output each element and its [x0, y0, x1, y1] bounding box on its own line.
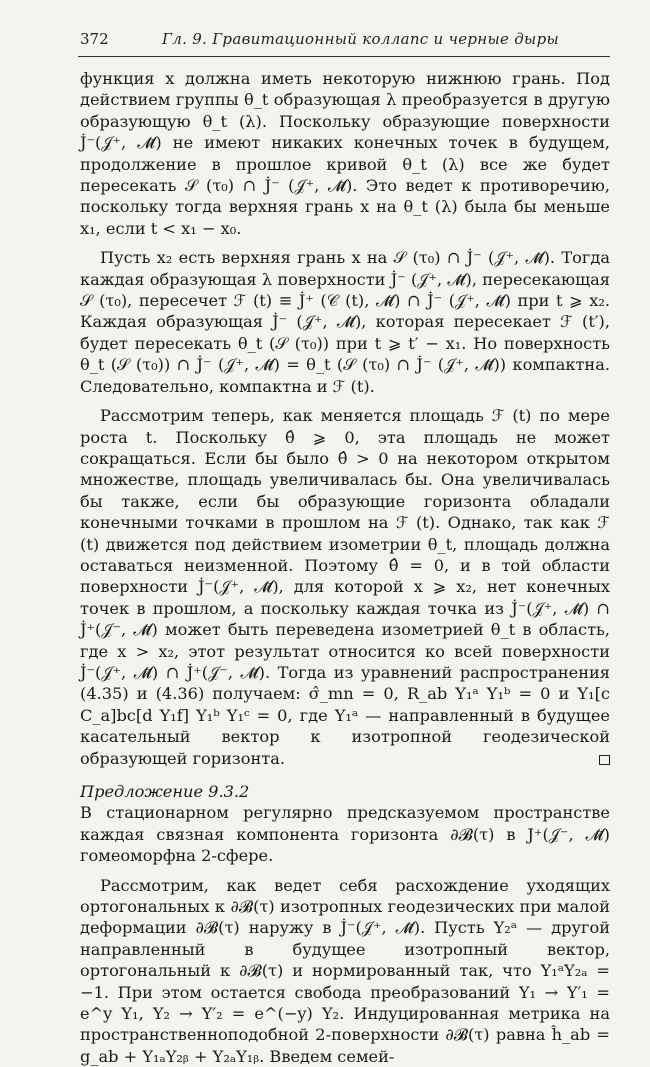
header-rule: [78, 56, 610, 57]
proposition-text: В стационарном регулярно предсказуемом пространстве каждая связная компонента горизонта ∂𝓑(τ) в J⁺(𝒥⁻, 𝓜̄) гомеоморфна 2-сфере.: [80, 803, 610, 866]
paragraph-3: [80, 405, 610, 769]
paragraph-2: Пусть x₂ есть верхняя грань x на 𝒮 (τ₀) ∩ J̇⁻ (𝒥⁺, 𝓜̄). Тогда каждая образующая λ поверхности J̇⁻ (𝒥⁺, 𝓜̄), пересекающая 𝒮 (τ₀), пересечет ℱ (t) ≡ J̇⁺ (𝒞 (t), 𝓜̄) ∩ J̇⁻ (𝒥⁺, 𝓜̄) при t ⩾ x₂. Каждая образующая J̇⁻ (𝒥⁺, 𝓜̄), которая пересекает ℱ (t′), будет пересекать θ_t (𝒮 (τ₀)) при t ⩾ t′ − x₁. Но поверхность θ_t (𝒮 (τ₀)) ∩ J̇⁻ (𝒥⁺, 𝓜̄) = θ_t (𝒮 (τ₀) ∩ J̇⁻ (𝒥⁺, 𝓜̄)) компактна. Следовательно, компактна и ℱ (t).: [80, 248, 610, 396]
end-of-proof-icon: [599, 755, 610, 765]
proposition-title: Предложение 9.3.2: [80, 782, 250, 801]
paragraph-final: Рассмотрим, как ведет себя расхождение уходящих ортогональных к ∂𝓑(τ) изотропных геодезических при малой деформации ∂𝓑(τ) наружу в J̇⁻(𝒥⁺, 𝓜̄). Пусть Y₂ᵃ — другой направленный в будущее изотропный вектор, ортогональный к ∂𝓑(τ) и нормированный так, что Y₁ᵃY₂ₐ = −1. При этом остается свобода преобразований Y₁ → Y′₁ = e^y Y₁, Y₂ → Y′₂ = e^(−y) Y₂. Индуцированная метрика на пространственноподобной 2-поверхности ∂𝓑(τ) равна ĥ_ab = g_ab + Y₁ₐY₂ᵦ + Y₂ₐY₁ᵦ. Введем семей-: [80, 875, 610, 1066]
paragraph-1: функция x должна иметь некоторую нижнюю грань. Под действием группы θ_t образующая λ преобразуется в другую образующую θ_t (λ). Поскольку образующие поверхности J̇⁻(𝒥⁺, 𝓜̄) не имеют никаких конечных точек в будущем, продолжение в прошлое кривой θ_t (λ) все же будет пересекать 𝒮 (τ₀) ∩ J̇⁻ (𝒥⁺, 𝓜̄). Это ведет к противоречию, поскольку тогда верхняя грань x на θ_t (λ) была бы меньше x₁, если t < x₁ − x₀.: [80, 69, 610, 238]
page-body: [80, 68, 610, 1067]
running-title: Гл. 9. Гравитационный коллапс и черные дыры: [162, 30, 559, 48]
paragraph-3-text: Рассмотрим теперь, как меняется площадь ℱ (t) по мере роста t. Поскольку θ̂ ⩾ 0, эта площадь не может сокращаться. Если бы было θ̂ > 0 на некотором открытом множестве, площадь увеличивалась бы. Она увеличивалась бы также, если бы образующие горизонта обладали конечными точками в прошлом на ℱ (t). Однако, так как ℱ (t) движется под действием изометрии θ_t, площадь должна оставаться неизменной. Поэтому θ̂ = 0, и в той области поверхности J̇⁻(𝒥⁺, 𝓜̄), для которой x ⩾ x₂, нет конечных точек в прошлом, а поскольку каждая точка из J̇⁻(𝒥⁺, 𝓜̄) ∩ J̇⁺(𝒥⁻, 𝓜̄) может быть переведена изометрией θ_t в область, где x > x₂, этот результат относится ко всей поверхности J̇⁻(𝒥⁺, 𝓜̄) ∩ J̇⁺(𝒥⁻, 𝓜̄). Тогда из уравнений распространения (4.35) и (4.36) получаем: σ̂_mn = 0, R_ab Y₁ᵃ Y₁ᵇ = 0 и Y₁[c C_a]bc[d Y₁f] Y₁ᵇ Y₁ᶜ = 0, где Y₁ᵃ — направленный в будущее касательный вектор к изотропной геодезической образующей горизонта.: [80, 406, 610, 768]
page-number: 372: [80, 30, 109, 48]
